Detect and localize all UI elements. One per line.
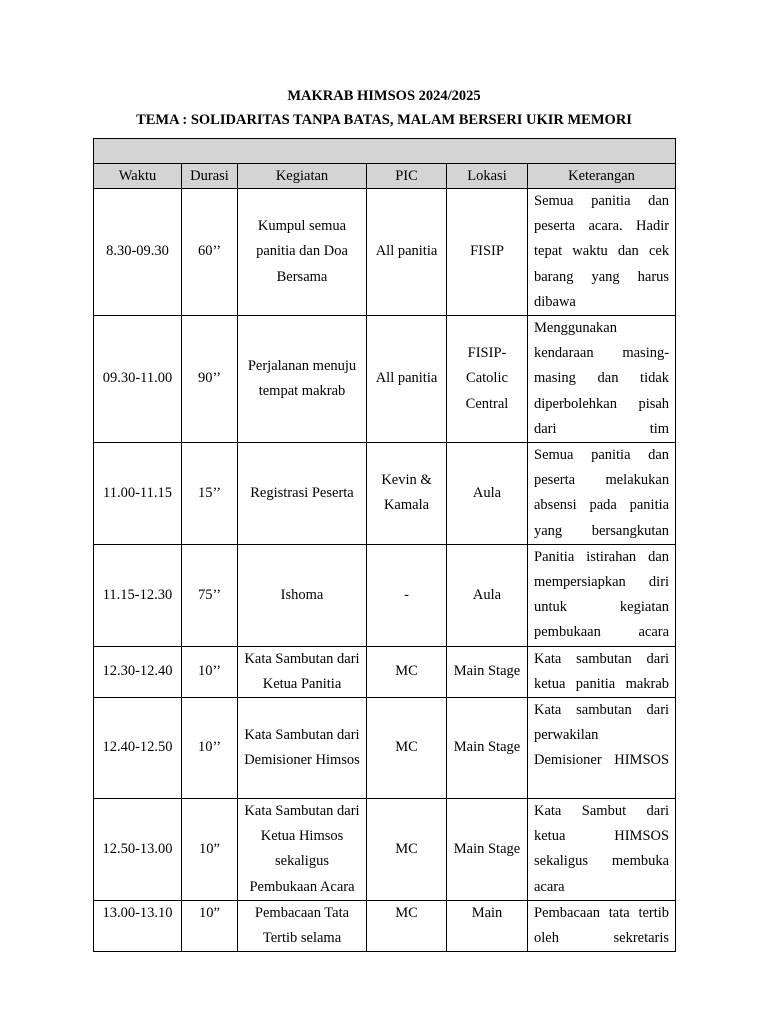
cell-kegiatan: Kata Sambutan dari Ketua Himsos sekaligus Pembukaan Acara [238,799,367,901]
table-row [94,443,676,545]
cell-pic: - [367,544,447,646]
cell-lokasi: Main Stage [447,799,528,901]
table-row [94,799,676,901]
cell-pic: MC [367,698,447,799]
table-row [94,900,676,951]
cell-durasi: 75’’ [182,544,238,646]
col-header-lokasi: Lokasi [447,164,528,189]
cell-waktu: 12.50-13.00 [94,799,182,901]
cell-keterangan: Kata sambutan dari ketua panitia makrab [528,646,676,697]
col-header-waktu: Waktu [94,164,182,189]
table-row [94,646,676,697]
cell-waktu: 09.30-11.00 [94,316,182,443]
cell-lokasi: Main Stage [447,698,528,799]
cell-keterangan: Semua panitia dan peserta melakukan absensi pada panitia yang bersangkutan [528,443,676,545]
col-header-durasi: Durasi [182,164,238,189]
table-row [94,189,676,316]
cell-kegiatan: Kata Sambutan dari Ketua Panitia [238,646,367,697]
cell-lokasi: FISIP [447,189,528,316]
cell-waktu: 13.00-13.10 [94,900,182,951]
cell-pic: All panitia [367,189,447,316]
col-header-kegiatan: Kegiatan [238,164,367,189]
cell-pic: MC [367,646,447,697]
cell-kegiatan: Pembacaan Tata Tertib selama [238,900,367,951]
cell-waktu: 11.00-11.15 [94,443,182,545]
cell-durasi: 10” [182,799,238,901]
cell-waktu: 11.15-12.30 [94,544,182,646]
cell-kegiatan: Kata Sambutan dari Demisioner Himsos [238,698,367,799]
cell-pic: Kevin & Kamala [367,443,447,545]
document-title: MAKRAB HIMSOS 2024/2025 [287,88,481,104]
schedule-table-frame [93,138,675,947]
cell-keterangan: Pembacaan tata tertib oleh sekretaris [528,900,676,951]
cell-waktu: 12.40-12.50 [94,698,182,799]
cell-pic: MC [367,799,447,901]
cell-kegiatan: Kumpul semua panitia dan Doa Bersama [238,189,367,316]
cell-kegiatan: Perjalanan menuju tempat makrab [238,316,367,443]
cell-kegiatan: Registrasi Peserta [238,443,367,545]
schedule-table [93,138,676,952]
cell-pic: MC [367,900,447,951]
table-row [94,316,676,443]
cell-lokasi: Main [447,900,528,951]
cell-keterangan: Menggunakan kendaraan masing-masing dan tidak diperbolehkan pisah dari tim [528,316,676,443]
cell-durasi: 10’’ [182,646,238,697]
table-row [94,544,676,646]
cell-pic: All panitia [367,316,447,443]
col-header-keterangan: Keterangan [528,164,676,189]
cell-waktu: 8.30-09.30 [94,189,182,316]
cell-durasi: 90’’ [182,316,238,443]
cell-keterangan: Kata sambutan dari perwakilan Demisioner HIMSOS [528,698,676,799]
cell-durasi: 15’’ [182,443,238,545]
cell-keterangan: Kata Sambut dari ketua HIMSOS sekaligus membuka acara [528,799,676,901]
table-row [94,698,676,799]
table-header-band [94,139,676,164]
cell-lokasi: FISIP-Catolic Central [447,316,528,443]
cell-durasi: 60’’ [182,189,238,316]
cell-waktu: 12.30-12.40 [94,646,182,697]
cell-lokasi: Main Stage [447,646,528,697]
table-header-row [94,164,676,189]
cell-durasi: 10” [182,900,238,951]
cell-kegiatan: Ishoma [238,544,367,646]
col-header-pic: PIC [367,164,447,189]
cell-lokasi: Aula [447,443,528,545]
cell-keterangan: Panitia istirahan dan mempersiapkan diri untuk kegiatan pembukaan acara [528,544,676,646]
cell-durasi: 10’’ [182,698,238,799]
cell-lokasi: Aula [447,544,528,646]
document-theme: TEMA : SOLIDARITAS TANPA BATAS, MALAM BERSERI UKIR MEMORI [136,112,632,128]
header-band-cell [94,139,676,164]
cell-keterangan: Semua panitia dan peserta acara. Hadir tepat waktu dan cek barang yang harus dibawa [528,189,676,316]
